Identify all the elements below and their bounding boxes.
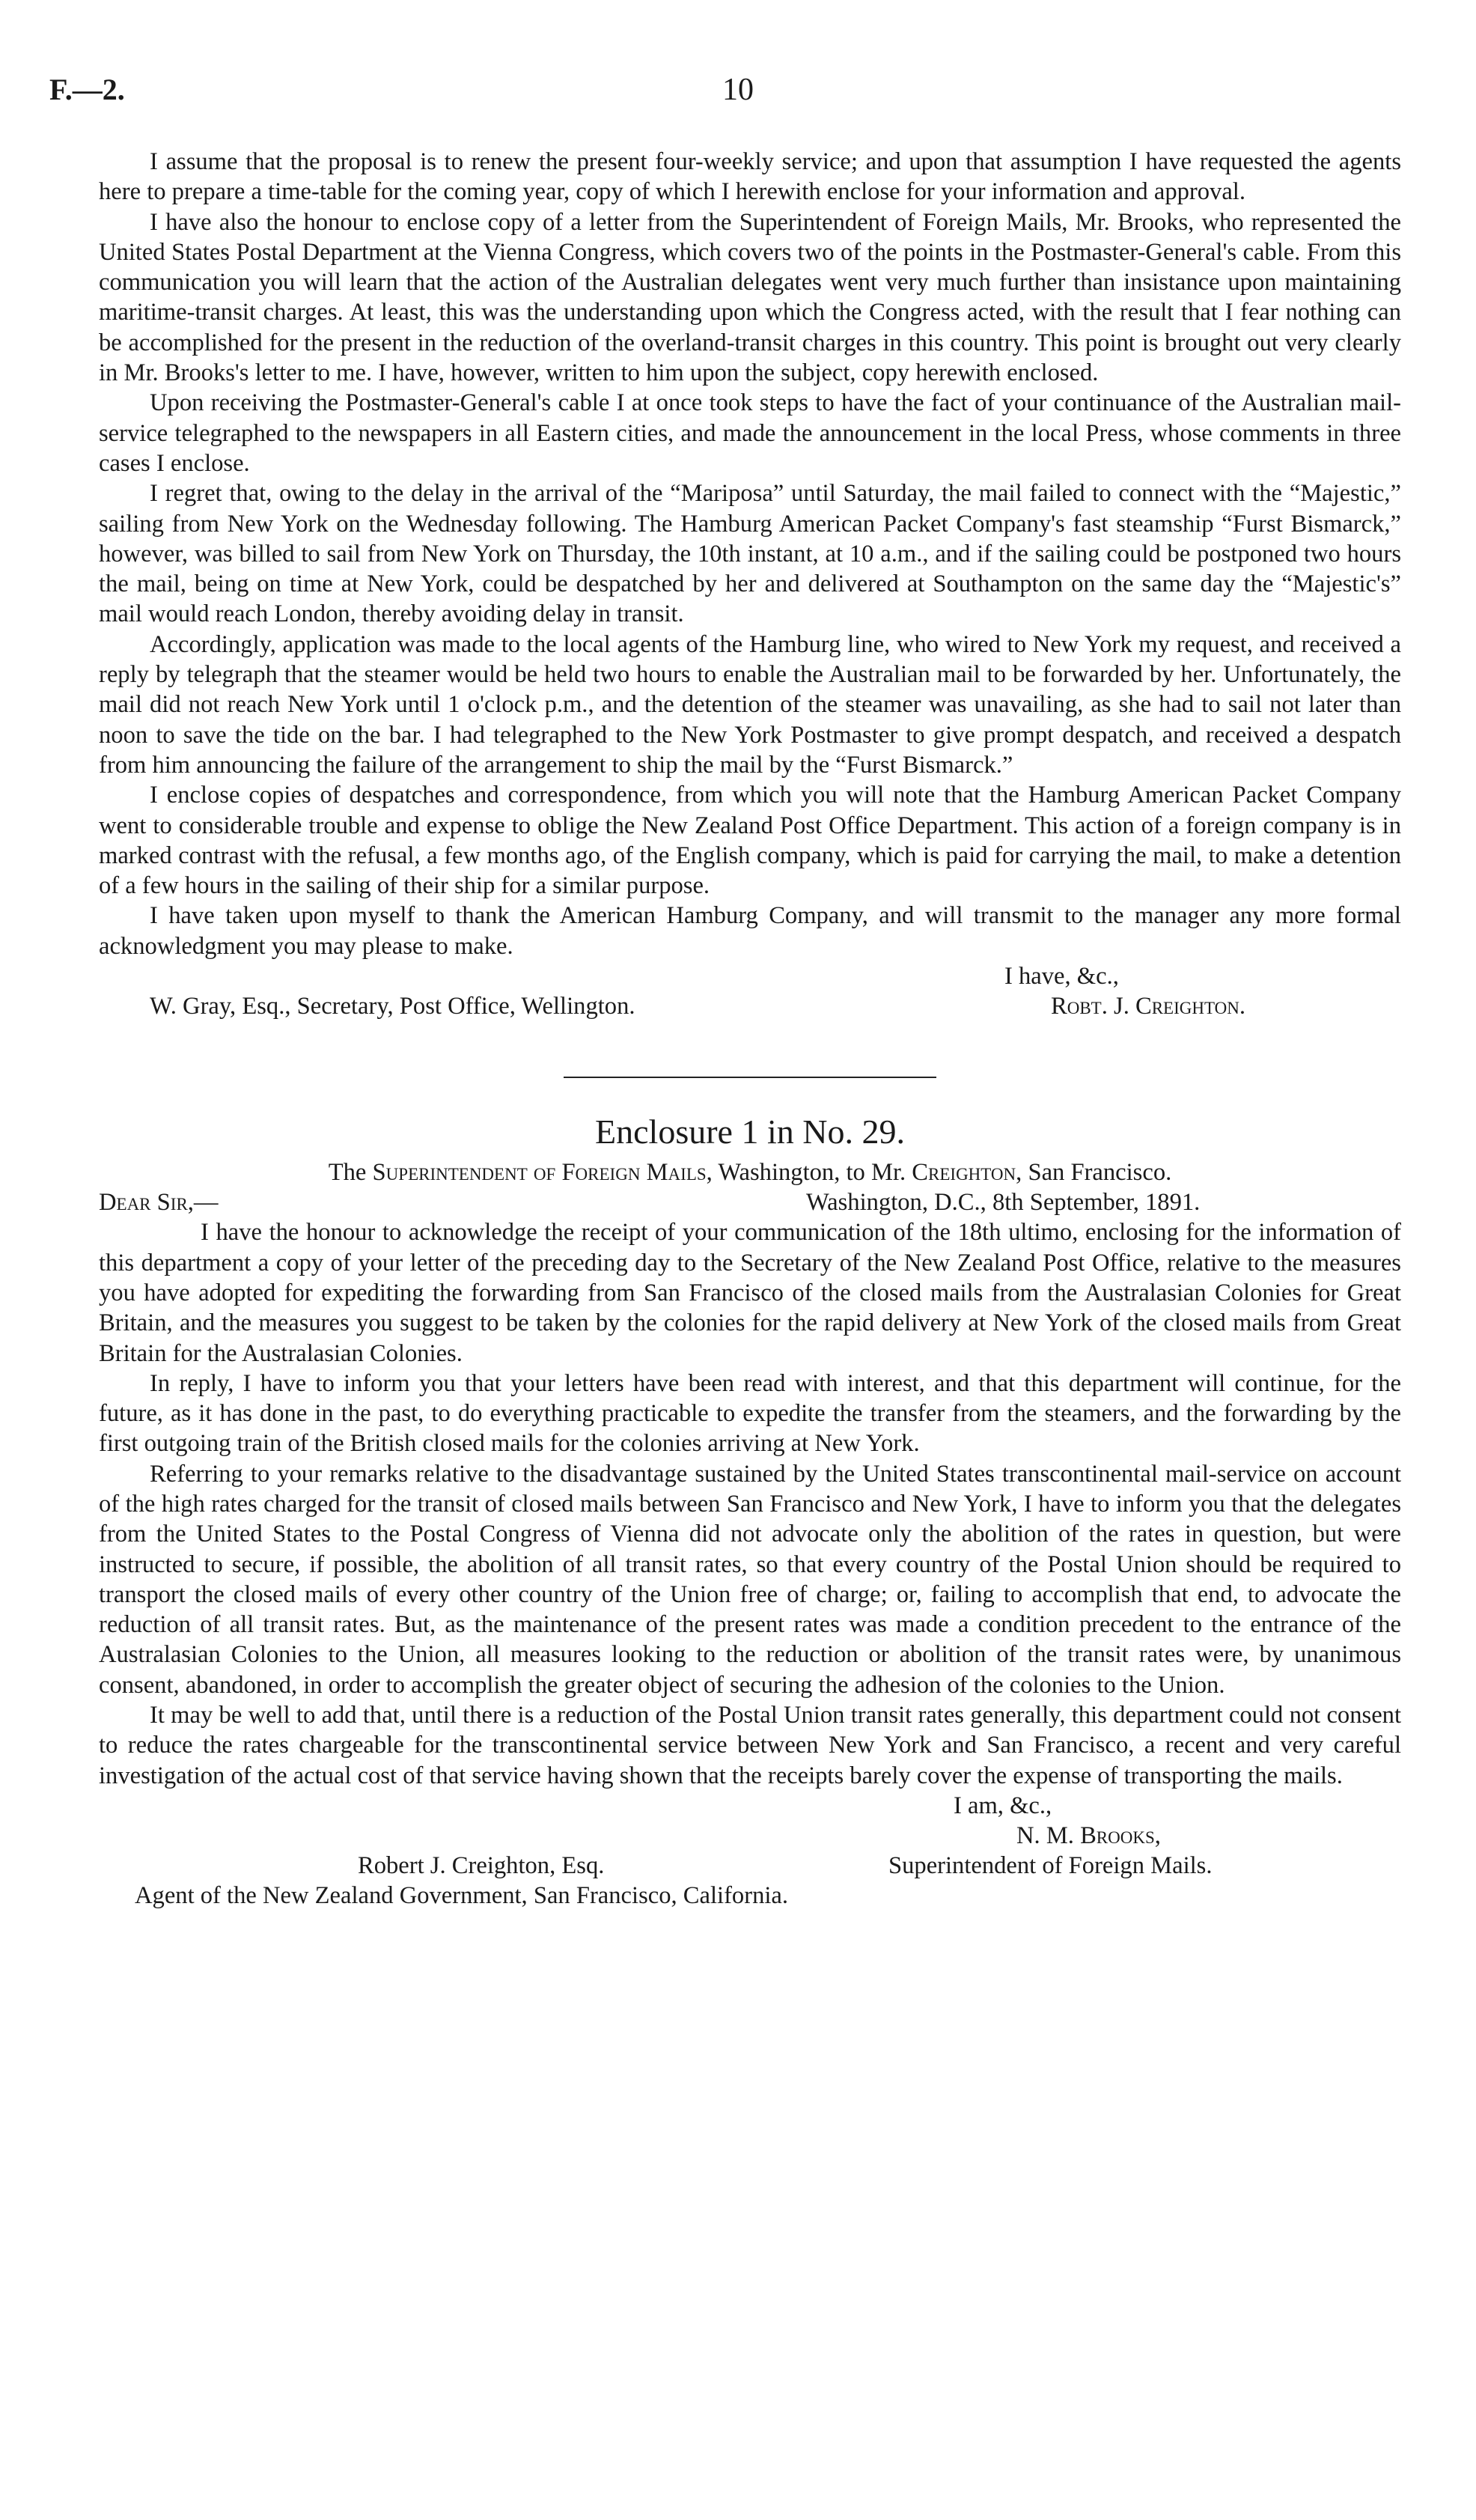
salutation: Dear Sir,— (99, 1189, 219, 1217)
letter-paragraph: I regret that, owing to the delay in the arrival of the “Mariposa” until Saturday, the mail failed to connect with the “Majestic,” sailing from New York on the Wednesday following. The Hamburg American Packet Company's fast steamship “Furst Bismarck,” however, was billed to sail from New York on Thursday, the 10th instant, at 10 a.m., and if the sailing could be postponed two hours the mail, being on time at New York, could be despatched by her and delivered at Southampton on the same day the “Majestic's” mail would reach London, thereby avoiding delay in transit. (99, 480, 1401, 628)
letter-paragraph: Upon receiving the Postmaster-General's cable I at once took steps to have the fact of your continuance of the Australian mail-service telegraphed to the newspapers in all Eastern cities, and made the announcement in the local Press, whose comments in three cases I enclose. (99, 389, 1401, 477)
letter-paragraph: I have also the honour to enclose copy of a letter from the Superintendent of Foreign Mails, Mr. Brooks, who represented the United States Postal Department at the Vienna Congress, which covers two of the points in the Postmaster-General's cable. From this communication you will learn that the action of the Australian delegates went very much further than insistance upon maintaining maritime-transit charges. At least, this was the understanding upon which the Congress acted, with the result that I fear nothing can be accomplished for the present in the reduction of the overland-transit charges in this country. This point is brought out very clearly in Mr. Brooks's letter to me. I have, however, written to him upon the subject, copy herewith enclosed. (99, 208, 1401, 387)
recipient-name: Robert J. Creighton, Esq. (358, 1851, 605, 1879)
enclosure-heading: The Superintendent of Foreign Mails, Washington, to Mr. Creighton, San Francisco. (328, 1159, 1172, 1187)
place-date: Washington, D.C., 8th September, 1891. (806, 1189, 1201, 1217)
signer-title: Superintendent of Foreign Mails. (888, 1851, 1213, 1879)
letter-closing: I have, &c., (1004, 963, 1119, 990)
letter-paragraph: I enclose copies of despatches and correspondence, from which you will note that the Hamburg American Packet Company went to considerable trouble and expense to oblige the New Zealand Post Office Department. This action of a foreign company is in marked contrast with the refusal, a few months ago, of the English company, which is paid for carrying the mail, to make a detention of a few hours in the sailing of their ship for a similar purpose. (99, 782, 1401, 900)
letter-paragraph: Accordingly, application was made to the local agents of the Hamburg line, who wired to New York my request, and received a reply by telegraph that the steamer would be held two hours to enable the Australian mail to be forwarded by her. Unfortunately, the mail did not reach New York until 1 o'clock p.m., and the detention of the steamer was unavailing, as she had to sail not later than noon to save the tide on the bar. I had telegraphed to the New York Postmaster to give prompt despatch, and received a despatch from him announcing the failure of the arrangement to ship the mail by the “Furst Bismarck.” (99, 630, 1401, 779)
enclosure-closing-row (99, 1791, 1401, 1821)
recipient-row (99, 1851, 1401, 1881)
letter-addressee: W. Gray, Esq., Secretary, Post Office, Wellington. (150, 993, 635, 1020)
enclosure-signature: N. M. Brooks, (1016, 1821, 1161, 1849)
letter-signature: Robt. J. Creighton. (1051, 993, 1245, 1020)
heading-from: Superintendent of Foreign Mails (372, 1159, 707, 1187)
salutation-row (99, 1187, 1401, 1217)
letter-paragraph: I have taken upon myself to thank the American Hamburg Company, and will transmit to the manager any more formal acknowledgment you may please to make. (99, 902, 1401, 960)
page-number: 10 (722, 73, 754, 107)
report-code: F.—2. (49, 73, 125, 106)
page-header (49, 72, 1427, 117)
enclosure-title: Enclosure 1 in No. 29. (595, 1113, 905, 1151)
letter-paragraph: I assume that the proposal is to renew the present four-weekly service; and upon that assumption I have requested the agents here to prepare a time-table for the coming year, copy of which I herewith enclose for your information and approval. (99, 148, 1401, 206)
enclosure-letter (99, 1110, 1401, 1911)
section-divider (564, 1077, 936, 1078)
letter-signature-row (99, 991, 1401, 1021)
enclosure-paragraph: I have the honour to acknowledge the receipt of your communication of the 18th ultimo, enclosing for the information of this department a copy of your letter of the preceding day to the Secretary of the New Zealand Post Office, relative to the measures you have adopted for expediting the forwarding from San Francisco of the closed mails from the Australasian Colonies for Great Britain, and the measures you suggest to be taken by the colonies for the rapid delivery at New York of the closed mails from Great Britain for the Australasian Colonies. (99, 1219, 1401, 1367)
page-body (99, 147, 1401, 1911)
enclosure-paragraph: In reply, I have to inform you that your letters have been read with interest, and that this department will continue, for the future, as it has done in the past, to do everything practicable to expedite the transfer from the steamers, and the forwarding by the first outgoing train of the British closed mails for the colonies arriving at New York. (99, 1369, 1401, 1458)
enclosure-paragraph: It may be well to add that, until there is a reduction of the Postal Union transit rates generally, this department could not consent to reduce the rates chargeable for the transcontinental service between New York and San Francisco, a recent and very careful investigation of the actual cost of that service having shown that the receipts barely cover the expense of transporting the mails. (99, 1702, 1401, 1789)
creighton-letter (99, 147, 1401, 1021)
enclosure-closing: I am, &c., (954, 1792, 1052, 1819)
enclosure-signature-row (99, 1821, 1401, 1851)
recipient-title: Agent of the New Zealand Government, San Francisco, California. (135, 1881, 789, 1909)
recipient-title-row (99, 1881, 1401, 1911)
enclosure-paragraph: Referring to your remarks relative to the disadvantage sustained by the United States transcontinental mail-service on account of the high rates charged for the transit of closed mails between San Francisco and New York, I have to inform you that the delegates from the United States to the Postal Congress of Vienna did not advocate only the abolition of the rates in question, but were instructed to secure, if possible, the abolition of all transit rates, so that every country of the Postal Union should be required to transport the closed mails of every other country of the Union free of charge; or, failing to accomplish that end, to advocate the reduction of all transit rates. But, as the maintenance of the present rates was made a condition precedent to the entrance of the Australasian Colonies to the Union, all measures looking to the reduction or abolition of the transit rates were, by unanimous consent, abandoned, in order to accomplish the greater object of securing the adhesion of the colonies to the Union. (99, 1460, 1401, 1699)
heading-to: Creighton (912, 1159, 1016, 1187)
letter-closing-row (99, 961, 1401, 991)
